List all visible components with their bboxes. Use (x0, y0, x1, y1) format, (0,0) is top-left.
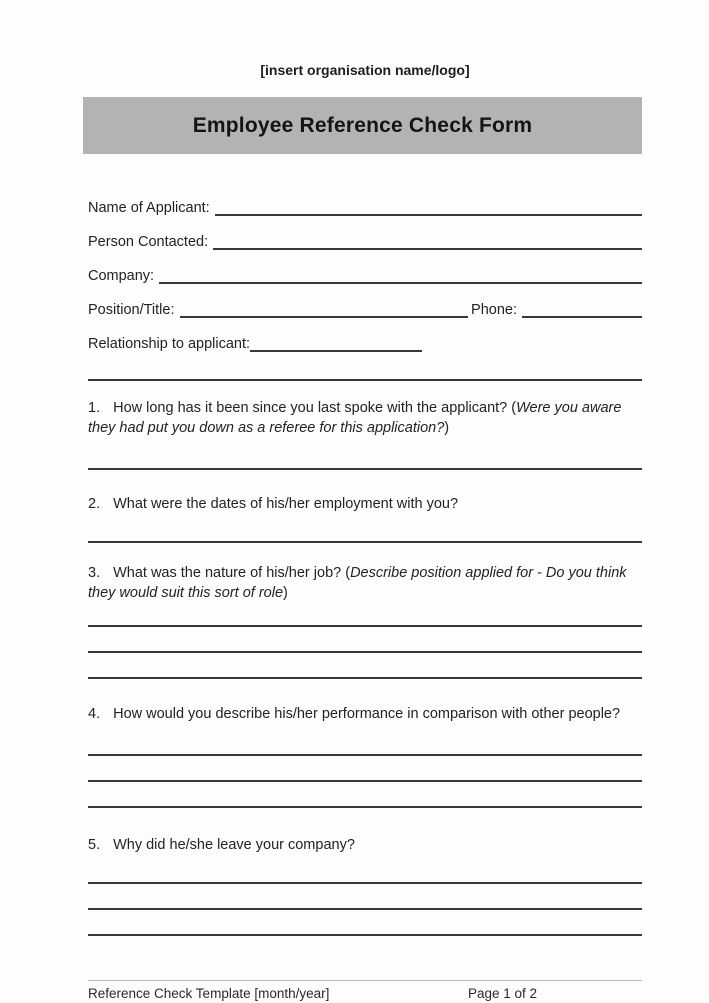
page-title: Employee Reference Check Form (192, 113, 533, 137)
answer-line (88, 882, 642, 884)
name-of-applicant-label: Name of Applicant: (88, 200, 210, 216)
question-2-text: What were the dates of his/her employment with you? (113, 496, 459, 512)
phone-label: Phone: (471, 302, 517, 318)
field-row-position-phone (88, 284, 642, 318)
field-row-company (88, 250, 642, 284)
question-1-text: How long has it been since you last spoke with the applicant? ( (113, 400, 517, 416)
answer-line (88, 651, 642, 653)
footer-template-label: Reference Check Template [month/year] (88, 986, 330, 1001)
answer-line (88, 541, 642, 543)
relationship-line (250, 336, 422, 352)
company-label: Company: (88, 268, 155, 284)
question-4-number: 4. (88, 706, 101, 722)
question-5-text: Why did he/she leave your company? (113, 837, 355, 853)
question-4 (88, 704, 642, 724)
question-5-number: 5. (88, 837, 101, 853)
answer-line (88, 934, 642, 936)
answer-line (88, 677, 642, 679)
answer-line (88, 806, 642, 808)
field-row-person-contacted (88, 216, 642, 250)
question-3-italic-text: Describe position applied for - Do you think they would suit this sort of role (88, 565, 627, 601)
relationship-label: Relationship to applicant: (88, 336, 251, 352)
field-row-name-of-applicant (88, 182, 642, 216)
position-title-line (180, 302, 469, 318)
question-1-italic-text: Were you aware they had put you down as a referee for this application? (88, 400, 622, 436)
company-line (159, 268, 642, 284)
question-5 (88, 835, 642, 855)
section-divider (88, 379, 642, 381)
title-banner (83, 97, 642, 154)
answer-line (88, 780, 642, 782)
question-1 (88, 398, 642, 438)
answer-line (88, 908, 642, 910)
person-contacted-line (213, 234, 642, 250)
answer-line (88, 468, 642, 470)
question-3-number: 3. (88, 565, 101, 581)
footer (88, 981, 642, 1001)
phone-line (522, 302, 642, 318)
name-of-applicant-line (215, 200, 642, 216)
question-1-text-close: ) (444, 420, 450, 436)
question-2 (88, 494, 642, 514)
question-3 (88, 563, 642, 603)
question-3-text-close: ) (283, 585, 288, 601)
contact-fields-section (88, 182, 642, 352)
person-contacted-label: Person Contacted: (88, 234, 209, 250)
question-4-text: How would you describe his/her performance in comparison with other people? (113, 706, 621, 722)
answer-line (88, 625, 642, 627)
answer-line (88, 754, 642, 756)
footer-page-number: Page 1 of 2 (467, 986, 537, 1001)
question-3-text: What was the nature of his/her job? ( (113, 565, 351, 581)
question-2-number: 2. (88, 496, 101, 512)
organisation-name-placeholder: [insert organisation name/logo] (260, 62, 470, 78)
position-title-label: Position/Title: (88, 302, 175, 318)
field-row-relationship (88, 318, 642, 352)
question-1-number: 1. (88, 400, 101, 416)
